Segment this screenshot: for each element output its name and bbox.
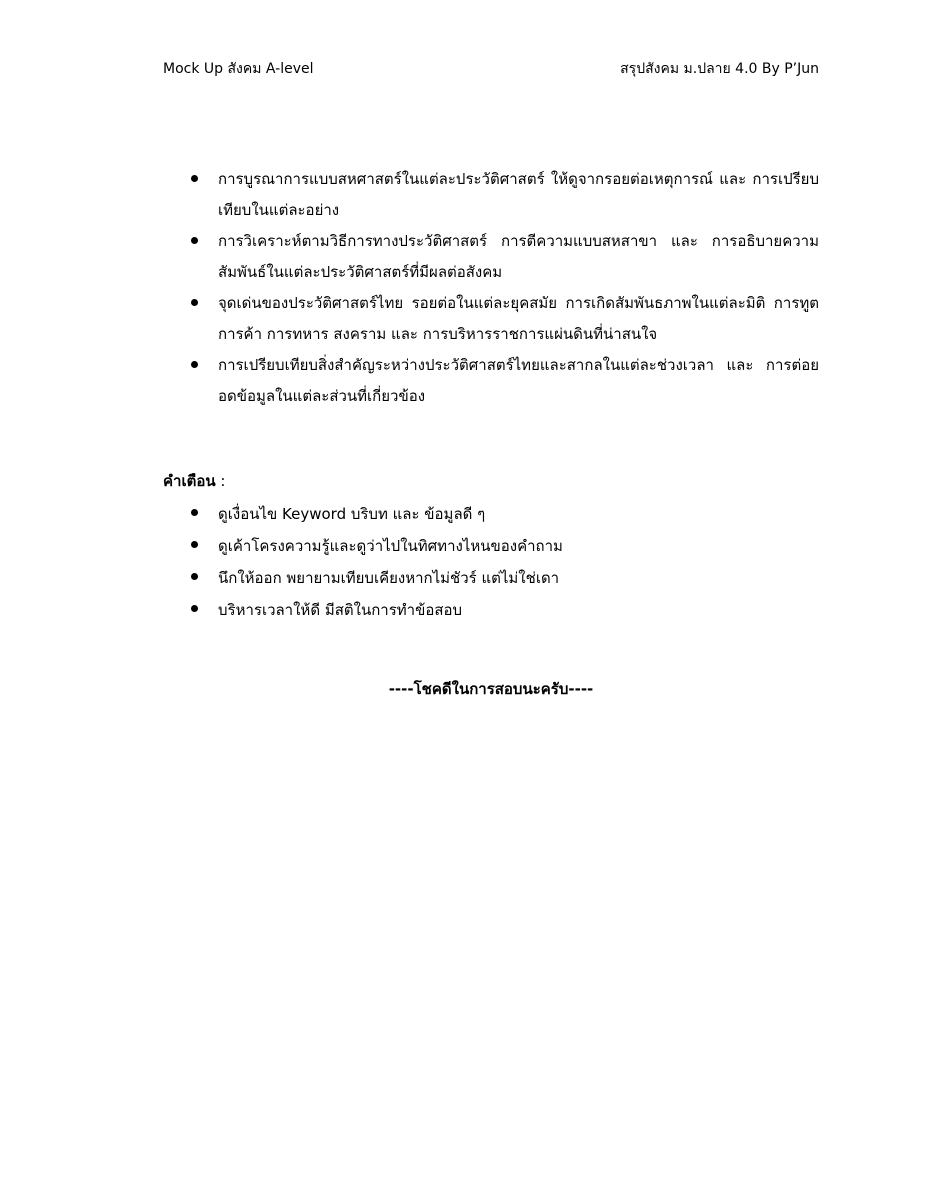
warning-text: บริหารเวลาให้ดี มีสติในการทำข้อสอบ <box>218 601 463 619</box>
warning-item <box>190 562 819 594</box>
warning-colon: : <box>215 472 226 490</box>
topic-item <box>190 350 819 412</box>
topic-text: การเปรียบเทียบสิ่งสำคัญระหว่างประวัติศาสตร์ไทยและสากลในแต่ละช่วงเวลา และ การต่อยอดข้อมูลในแต่ละส่วนที่เกี่ยวข้อง <box>218 356 819 405</box>
header-left-title: Mock Up สังคม A-level <box>163 61 314 77</box>
warning-item <box>190 530 819 562</box>
warning-title: คำเตือน <box>163 472 216 490</box>
bullet-icon <box>191 299 198 306</box>
bullet-icon <box>191 573 198 580</box>
warning-text: นึกให้ออก พยายามเทียบเคียงหากไม่ชัวร์ แต่ไม่ใช่เดา <box>218 569 560 587</box>
topic-text: จุดเด่นของประวัติศาสตร์ไทย รอยต่อในแต่ละยุคสมัย การเกิดสัมพันธภาพในแต่ละมิติ การทูต การค้า การทหาร สงคราม และ การบริหารราชการแผ่นดินที่น่าสนใจ <box>218 294 819 343</box>
page-header <box>163 57 819 81</box>
bullet-icon <box>191 541 198 548</box>
topic-list <box>190 164 819 412</box>
topic-text: การวิเคราะห์ตามวิธีการทางประวัติศาสตร์ การตีความแบบสหสาขา และ การอธิบายความสัมพันธ์ในแต่ละประวัติศาสตร์ที่มีผลต่อสังคม <box>218 232 819 281</box>
warning-heading <box>163 468 225 494</box>
warning-item <box>190 498 819 530</box>
topic-item <box>190 164 819 226</box>
warning-text: ดูเค้าโครงความรู้และดูว่าไปในทิศทางไหนของคำถาม <box>218 537 563 555</box>
header-right-title: สรุปสังคม ม.ปลาย 4.0 By P’Jun <box>620 61 819 77</box>
topic-item <box>190 288 819 350</box>
warning-list <box>190 498 819 626</box>
bullet-icon <box>191 175 198 182</box>
closing-message: ----โชคดีในการสอบนะครับ---- <box>388 680 594 698</box>
topic-item <box>190 226 819 288</box>
bullet-icon <box>191 605 198 612</box>
bullet-icon <box>191 509 198 516</box>
bullet-icon <box>191 237 198 244</box>
warning-item <box>190 594 819 626</box>
topic-text: การบูรณาการแบบสหศาสตร์ในแต่ละประวัติศาสตร์ ให้ดูจากรอยต่อเหตุการณ์ และ การเปรียบเทียบในแต่ละอย่าง <box>218 170 819 219</box>
bullet-icon <box>191 361 198 368</box>
warning-text: ดูเงื่อนไข Keyword บริบท และ ข้อมูลดี ๆ <box>218 505 486 523</box>
